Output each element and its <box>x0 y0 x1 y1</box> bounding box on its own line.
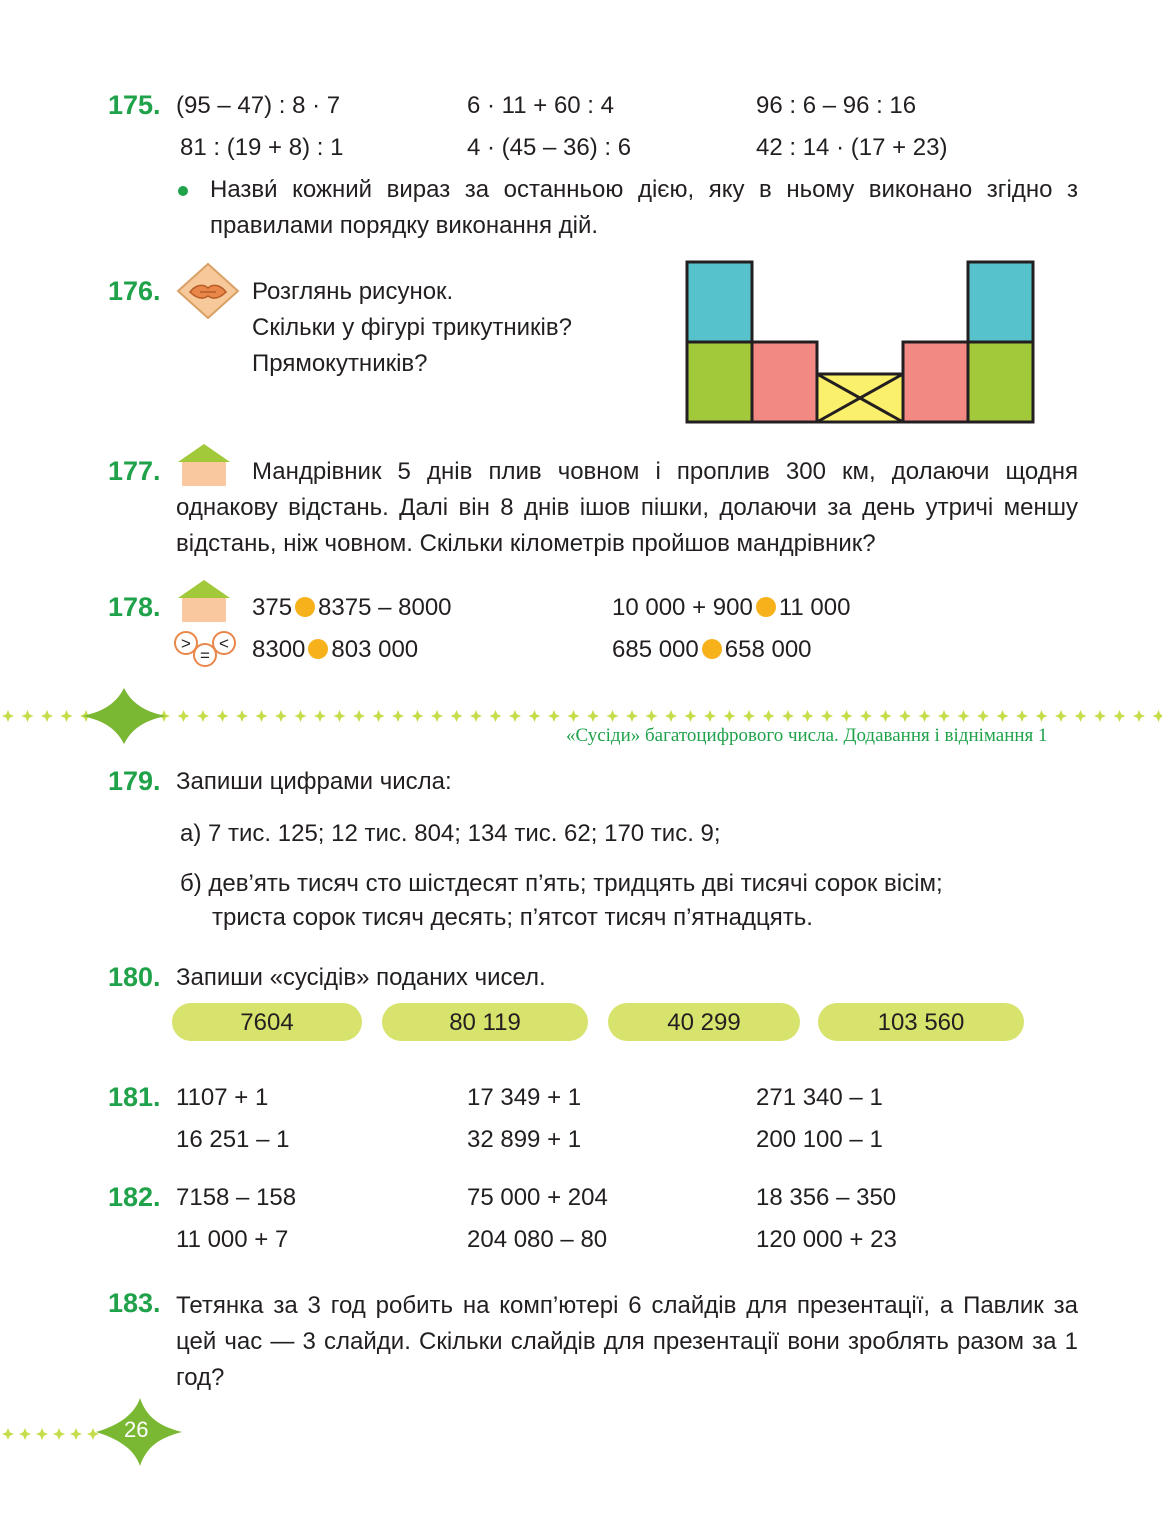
divider-star-icon <box>41 710 53 722</box>
exercise-number-179: 179. <box>108 766 161 796</box>
divider-star-icon <box>1133 710 1145 722</box>
divider-star-icon <box>880 710 892 722</box>
divider-star-icon <box>36 1428 48 1440</box>
divider-star-icon <box>860 710 872 722</box>
divider-star-icon <box>490 710 502 722</box>
handshake-icon <box>176 262 240 320</box>
figure-square-pink-right <box>903 342 968 422</box>
divider-star-icon <box>236 710 248 722</box>
divider-star-icon <box>2 1428 14 1440</box>
divider-star-icon <box>724 710 736 722</box>
ex181-expr-6: 200 100 – 1 <box>756 1126 883 1153</box>
section-caption: «Сусіди» багатоцифрового числа. Додавання і віднімання 1 <box>566 725 1048 746</box>
divider-star-icon <box>178 710 190 722</box>
ex176-line-1: Розглянь рисунок. <box>252 278 454 305</box>
divider-star-icon <box>899 710 911 722</box>
ex182-expr-2: 75 000 + 204 <box>467 1184 608 1211</box>
divider-star-icon <box>529 710 541 722</box>
divider-star-icon <box>1075 710 1087 722</box>
divider-star-icon <box>685 710 697 722</box>
exercise-number-180: 180. <box>108 962 161 992</box>
ex181-expr-3: 271 340 – 1 <box>756 1084 883 1111</box>
number-pill: 103 560 <box>818 1003 1024 1041</box>
ex180-title: Запиши «сусідів» поданих чисел. <box>176 964 546 991</box>
divider-star-icon <box>431 710 443 722</box>
exercise-number-175: 175. <box>108 90 161 120</box>
divider-star-icon <box>2 710 14 722</box>
divider-star-icon <box>646 710 658 722</box>
ex181-expr-4: 16 251 – 1 <box>176 1126 290 1153</box>
divider-star-icon <box>334 710 346 722</box>
homework-house-icon <box>176 578 236 624</box>
ex175-task: Назви́ кожний вираз за останньою дією, яку в ньому виконано згідно з правилами порядку виконання дій. <box>210 176 1078 239</box>
divider-star-icon <box>87 1428 99 1440</box>
compare-dot-icon <box>295 597 315 617</box>
ex175-expr-1: (95 – 47) : 8 · 7 <box>176 92 341 119</box>
figure-square-green-right <box>968 342 1033 422</box>
ex177-text: Мандрівник 5 днів плив човном і проплив 300 км, долаючи щодня однакову відстань. Далі він 8 днів ішов пішки, долаючи за день утричі меншу відстань, ніж човном. Скільки кілометрів пройшов мандрівник? <box>176 458 1078 557</box>
ex182-expr-5: 204 080 – 80 <box>467 1226 608 1253</box>
divider-star-icon <box>197 710 209 722</box>
ex179-part-b-line-2: триста сорок тисяч десять; п’ятсот тисяч п’ятнадцять. <box>212 904 813 931</box>
divider-star-icon <box>217 710 229 722</box>
compare-dot-icon <box>702 639 722 659</box>
ex182-expr-3: 18 356 – 350 <box>756 1184 897 1211</box>
divider-star-icon <box>509 710 521 722</box>
exercise-number-176: 176. <box>108 276 161 306</box>
divider-star-icon <box>607 710 619 722</box>
ex175-expr-4: 81 : (19 + 8) : 1 <box>180 134 344 161</box>
divider-star-icon <box>61 710 73 722</box>
bullet-icon <box>178 186 188 196</box>
ex182-expr-6: 120 000 + 23 <box>756 1226 897 1253</box>
figure-square-teal-right <box>968 262 1033 342</box>
divider-star-icon <box>626 710 638 722</box>
number-pill: 80 119 <box>382 1003 588 1041</box>
ex182-expr-4: 11 000 + 7 <box>176 1226 289 1253</box>
divider-star-icon <box>1055 710 1067 722</box>
equals-sign: = <box>200 646 210 665</box>
ex183-text: Тетянка за 3 год робить на комп’ютері 6 слайдів для презентації, а Павлик за цей час — 3 слайди. Скільки слайдів для презентації вони зроблять разом за 1 год? <box>176 1292 1078 1391</box>
number-pill: 7604 <box>172 1003 362 1041</box>
divider-star-icon <box>919 710 931 722</box>
ex179-title: Запиши цифрами числа: <box>176 768 452 795</box>
greater-than-sign: > <box>181 634 191 653</box>
ex181-expr-1: 1107 + 1 <box>176 1084 269 1111</box>
exercise-number-177: 177. <box>108 456 161 486</box>
divider-star-icon <box>938 710 950 722</box>
divider-star-icon <box>977 710 989 722</box>
divider-star-icon <box>70 1428 82 1440</box>
divider-star-icon <box>295 710 307 722</box>
exercise-number-182: 182. <box>108 1182 161 1212</box>
divider-star-icon <box>1094 710 1106 722</box>
divider-star-icon <box>587 710 599 722</box>
ex179-part-b-line-1: б) дев’ять тисяч сто шістдесят п’ять; тридцять дві тисячі сорок вісім; <box>180 870 943 897</box>
divider-star-icon <box>665 710 677 722</box>
ex175-expr-2: 6 · 11 + 60 : 4 <box>467 92 614 119</box>
divider-star-icon <box>22 710 34 722</box>
divider-star-icon <box>548 710 560 722</box>
divider-star-icon <box>275 710 287 722</box>
divider-star-icon <box>314 710 326 722</box>
divider-star-icon <box>782 710 794 722</box>
divider-star-icon <box>19 1428 31 1440</box>
compare-dot-icon <box>756 597 776 617</box>
divider-star-icon <box>1036 710 1048 722</box>
ex176-line-3: Прямокутників? <box>252 350 428 377</box>
divider-star-icon <box>704 710 716 722</box>
figure-square-green-left <box>687 342 752 422</box>
ex181-expr-2: 17 349 + 1 <box>467 1084 582 1111</box>
ex179-part-a: а) 7 тис. 125; 12 тис. 804; 134 тис. 62; 170 тис. 9; <box>180 820 721 847</box>
ex175-expr-5: 4 · (45 – 36) : 6 <box>467 134 632 161</box>
ex175-expr-6: 42 : 14 · (17 + 23) <box>756 134 948 161</box>
divider-star-icon <box>451 710 463 722</box>
divider-star-icon <box>743 710 755 722</box>
page-number-badge <box>0 1394 200 1470</box>
divider-star-icon <box>1114 710 1126 722</box>
divider-star-icon <box>470 710 482 722</box>
exercise-number-178: 178. <box>108 592 161 622</box>
ex181-expr-5: 32 899 + 1 <box>467 1126 582 1153</box>
divider-star-icon <box>568 710 580 722</box>
divider-star-icon <box>1153 710 1162 722</box>
page-number: 26 <box>124 1417 149 1442</box>
block-figure <box>684 260 1038 426</box>
ex182-expr-1: 7158 – 158 <box>176 1184 297 1211</box>
figure-square-pink-left <box>752 342 817 422</box>
compare-dot-icon <box>308 639 328 659</box>
divider-star-icon <box>763 710 775 722</box>
ex176-line-2: Скільки у фігурі трикутників? <box>252 314 572 341</box>
divider-star-icon <box>353 710 365 722</box>
divider-star-icon <box>53 1428 65 1440</box>
less-than-sign: < <box>219 634 229 653</box>
divider-star-icon <box>997 710 1009 722</box>
divider-star-icon <box>802 710 814 722</box>
number-pill: 40 299 <box>608 1003 800 1041</box>
ex178-compare-4: 685 000 658 000 <box>612 636 812 663</box>
divider-star-icon <box>958 710 970 722</box>
ex178-compare-3: 8300 803 000 <box>252 636 419 663</box>
divider-star-icon <box>841 710 853 722</box>
divider-star-icon <box>392 710 404 722</box>
exercise-number-183: 183. <box>108 1288 161 1318</box>
exercise-number-181: 181. <box>108 1082 161 1112</box>
divider-star-icon <box>256 710 268 722</box>
compare-signs-icon <box>172 630 238 670</box>
divider-star-icon <box>373 710 385 722</box>
divider-star-icon <box>412 710 424 722</box>
divider-star-icon <box>1016 710 1028 722</box>
ex175-expr-3: 96 : 6 – 96 : 16 <box>756 92 917 119</box>
divider-star-icon <box>821 710 833 722</box>
figure-square-teal-left <box>687 262 752 342</box>
ex178-compare-2: 10 000 + 900 11 000 <box>612 594 851 621</box>
ex178-compare-1: 375 8375 – 8000 <box>252 594 452 621</box>
